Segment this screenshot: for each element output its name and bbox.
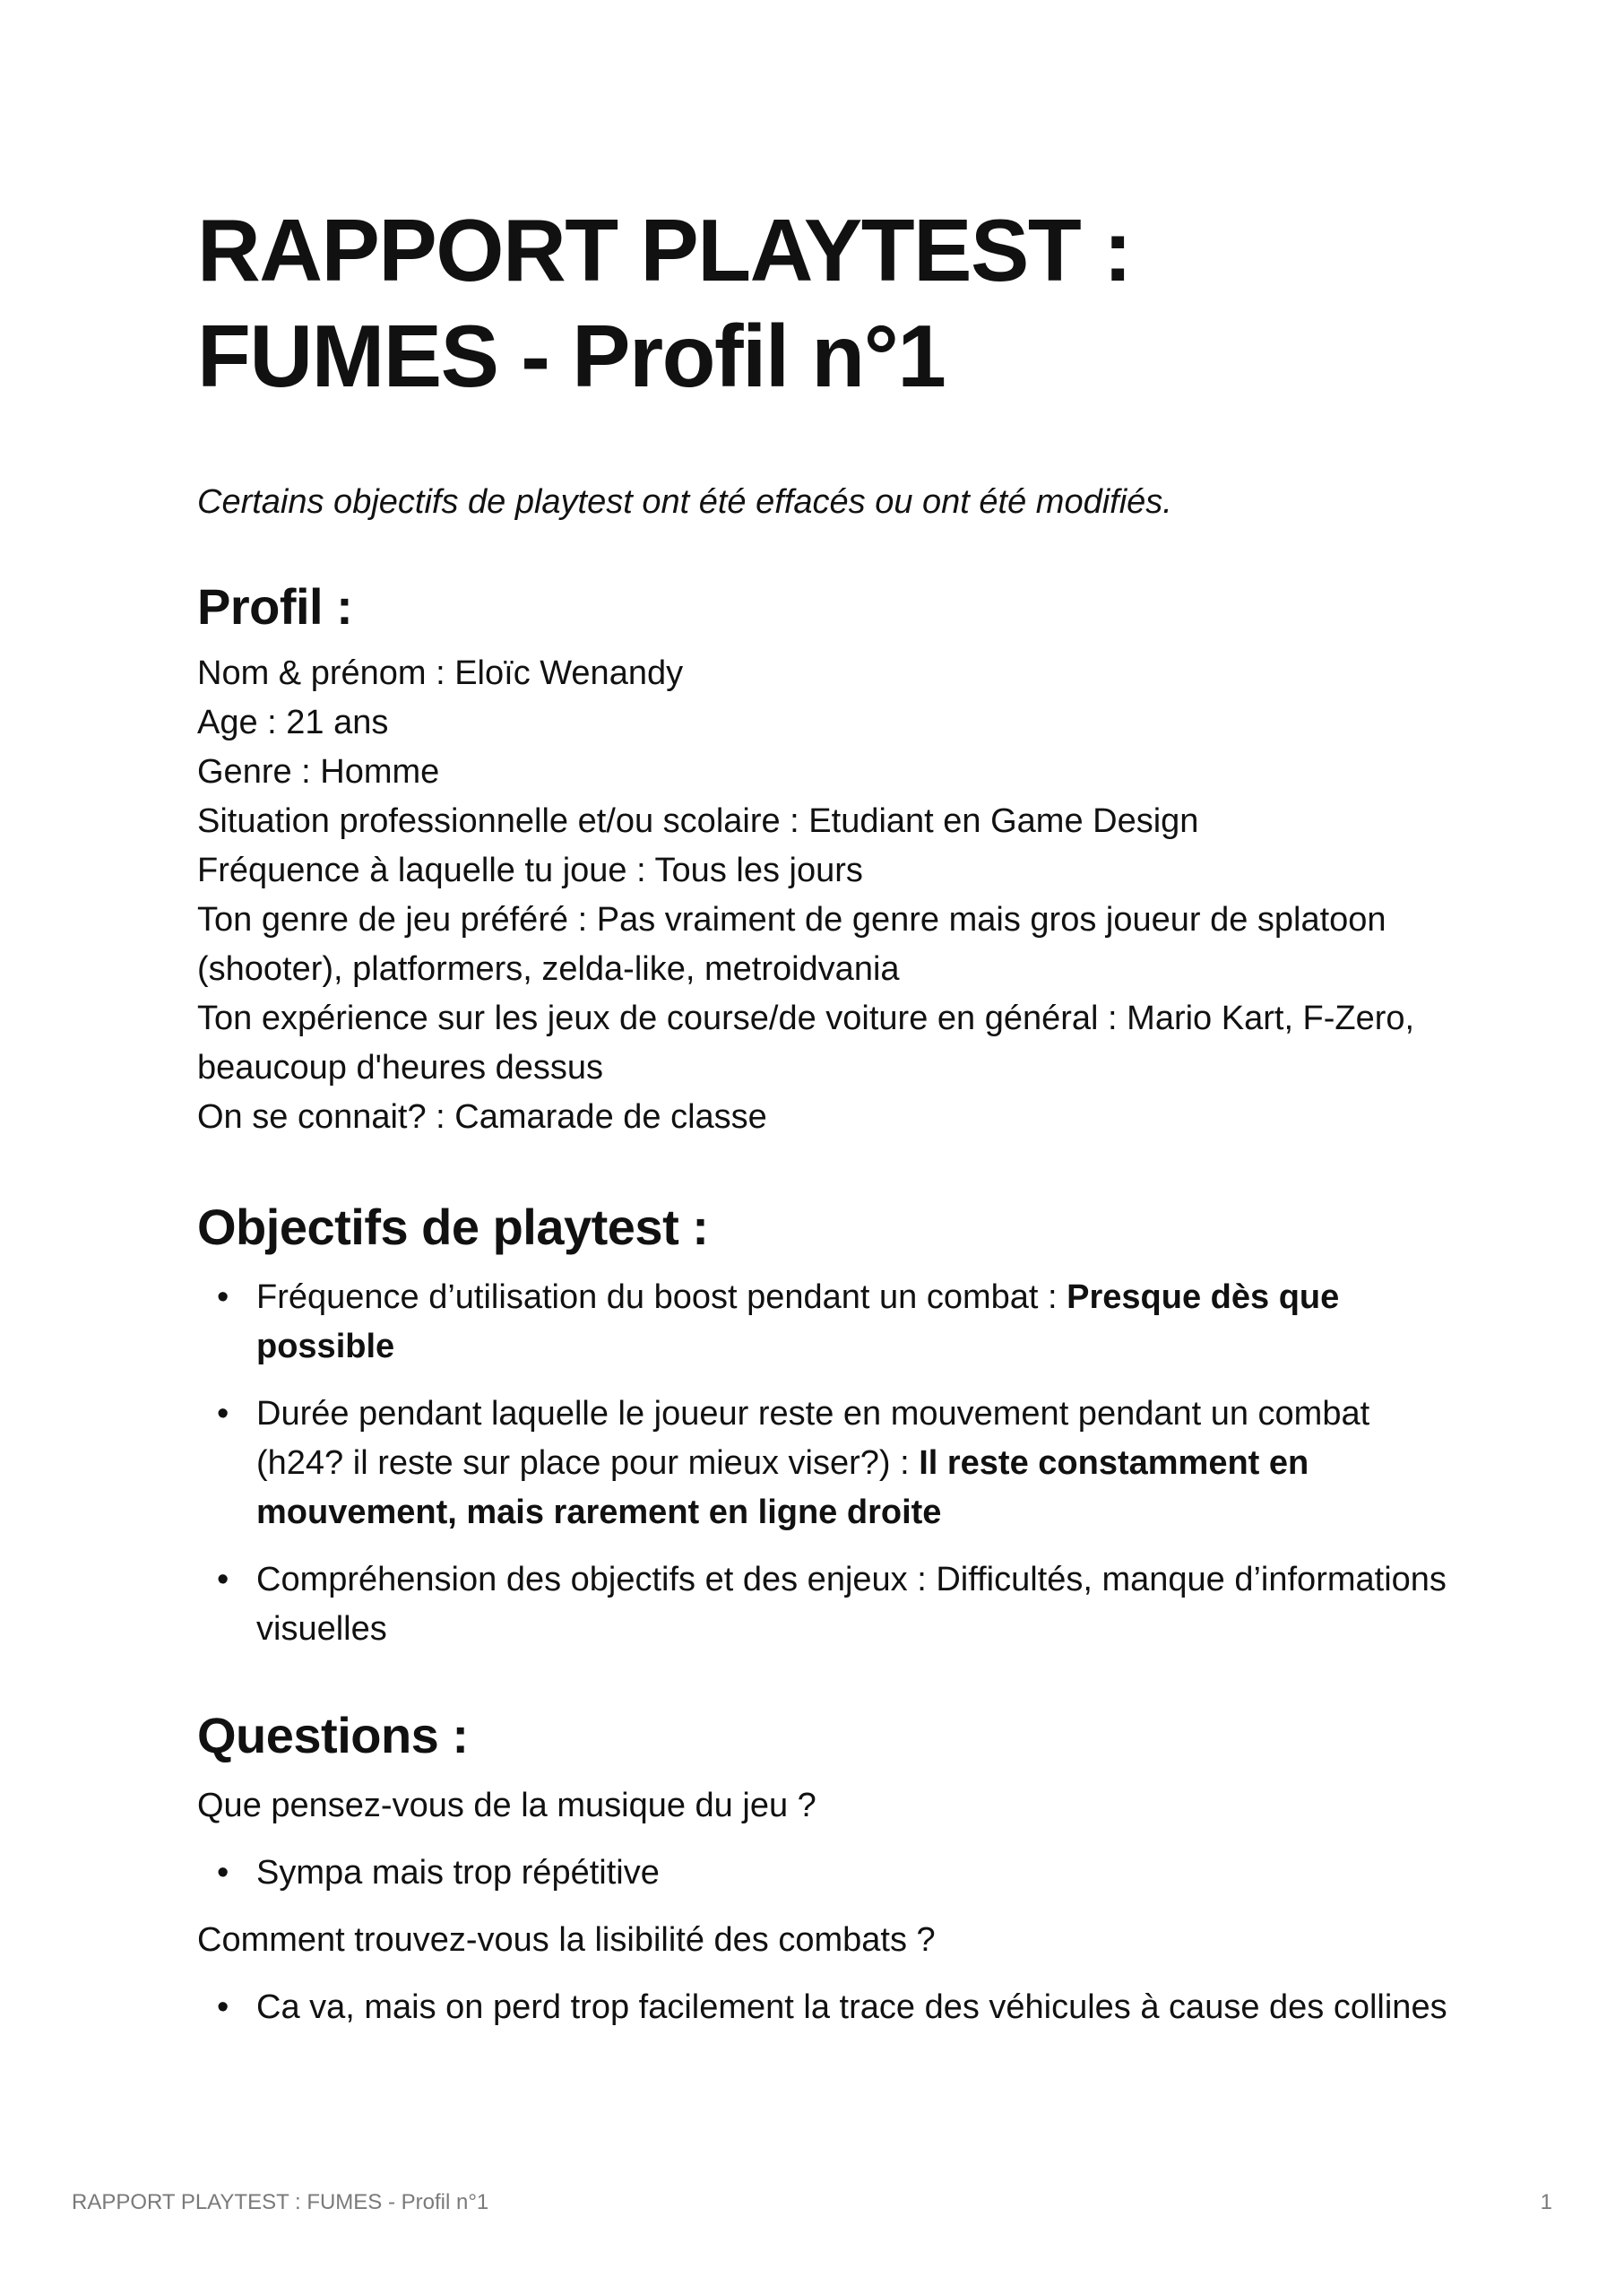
answer-text: Ca va, mais on perd trop facilement la trace des véhicules à cause des collines xyxy=(256,1988,1447,2026)
profil-line-name: Nom & prénom : Eloïc Wenandy xyxy=(197,654,684,692)
profil-line-experience: Ton expérience sur les jeux de course/de voiture en général : Mario Kart, F-Zero, beaucoup d'heures dessus xyxy=(197,1000,1415,1087)
list-item xyxy=(217,1390,1452,1537)
profil-line-situation: Situation professionnelle et/ou scolaire : Etudiant en Game Design xyxy=(197,802,1199,840)
answer-list xyxy=(197,1849,1452,1898)
footer-title: RAPPORT PLAYTEST : FUMES - Profil n°1 xyxy=(72,2190,489,2214)
answer-list xyxy=(197,1983,1452,2032)
objectif-text: Fréquence d’utilisation du boost pendant un combat : xyxy=(256,1278,1067,1316)
profil-line-age: Age : 21 ans xyxy=(197,704,389,741)
profil-info xyxy=(197,649,1452,1142)
list-item xyxy=(217,1983,1452,2032)
subtitle-note: Certains objectifs de playtest ont été effacés ou ont été modifiés. xyxy=(197,483,1172,521)
list-item xyxy=(217,1849,1452,1898)
section-heading-profil: Profil : xyxy=(197,578,353,635)
list-item xyxy=(217,1273,1452,1372)
question-text: Que pensez-vous de la musique du jeu ? xyxy=(197,1787,816,1824)
page-number: 1 xyxy=(1540,2190,1552,2214)
section-heading-questions: Questions : xyxy=(197,1707,469,1763)
bullet-icon: • xyxy=(217,1561,229,1598)
objectif-answer: Presque dès que possible xyxy=(256,1278,1340,1365)
objectif-answer: Il reste constamment en mouvement, mais rarement en ligne droite xyxy=(256,1444,1309,1531)
profil-line-genre: Genre : Homme xyxy=(197,753,440,791)
objectifs-list xyxy=(197,1273,1452,1654)
question-text: Comment trouvez-vous la lisibilité des combats ? xyxy=(197,1921,936,1959)
profil-line-connait: On se connait? : Camarade de classe xyxy=(197,1098,767,1136)
bullet-icon: • xyxy=(217,1988,229,2026)
bullet-icon: • xyxy=(217,1395,229,1433)
section-heading-objectifs: Objectifs de playtest : xyxy=(197,1199,709,1255)
document-page xyxy=(197,197,1452,2032)
objectif-text: Durée pendant laquelle le joueur reste en mouvement pendant un combat (h24? il reste sur place pour mieux viser?) : xyxy=(256,1395,1370,1482)
page-title: RAPPORT PLAYTEST : FUMES - Profil n°1 xyxy=(197,201,1132,405)
list-item xyxy=(217,1555,1452,1654)
bullet-icon: • xyxy=(217,1854,229,1892)
bullet-icon: • xyxy=(217,1278,229,1316)
objectif-text: Compréhension des objectifs et des enjeux : Difficultés, manque d’informations visuelles xyxy=(256,1561,1447,1648)
profil-line-frequence: Fréquence à laquelle tu joue : Tous les jours xyxy=(197,852,863,889)
profil-line-genre-jeu: Ton genre de jeu préféré : Pas vraiment de genre mais gros joueur de splatoon (shooter), platformers, zelda-like, metroidvania xyxy=(197,901,1386,988)
answer-text: Sympa mais trop répétitive xyxy=(256,1854,660,1892)
